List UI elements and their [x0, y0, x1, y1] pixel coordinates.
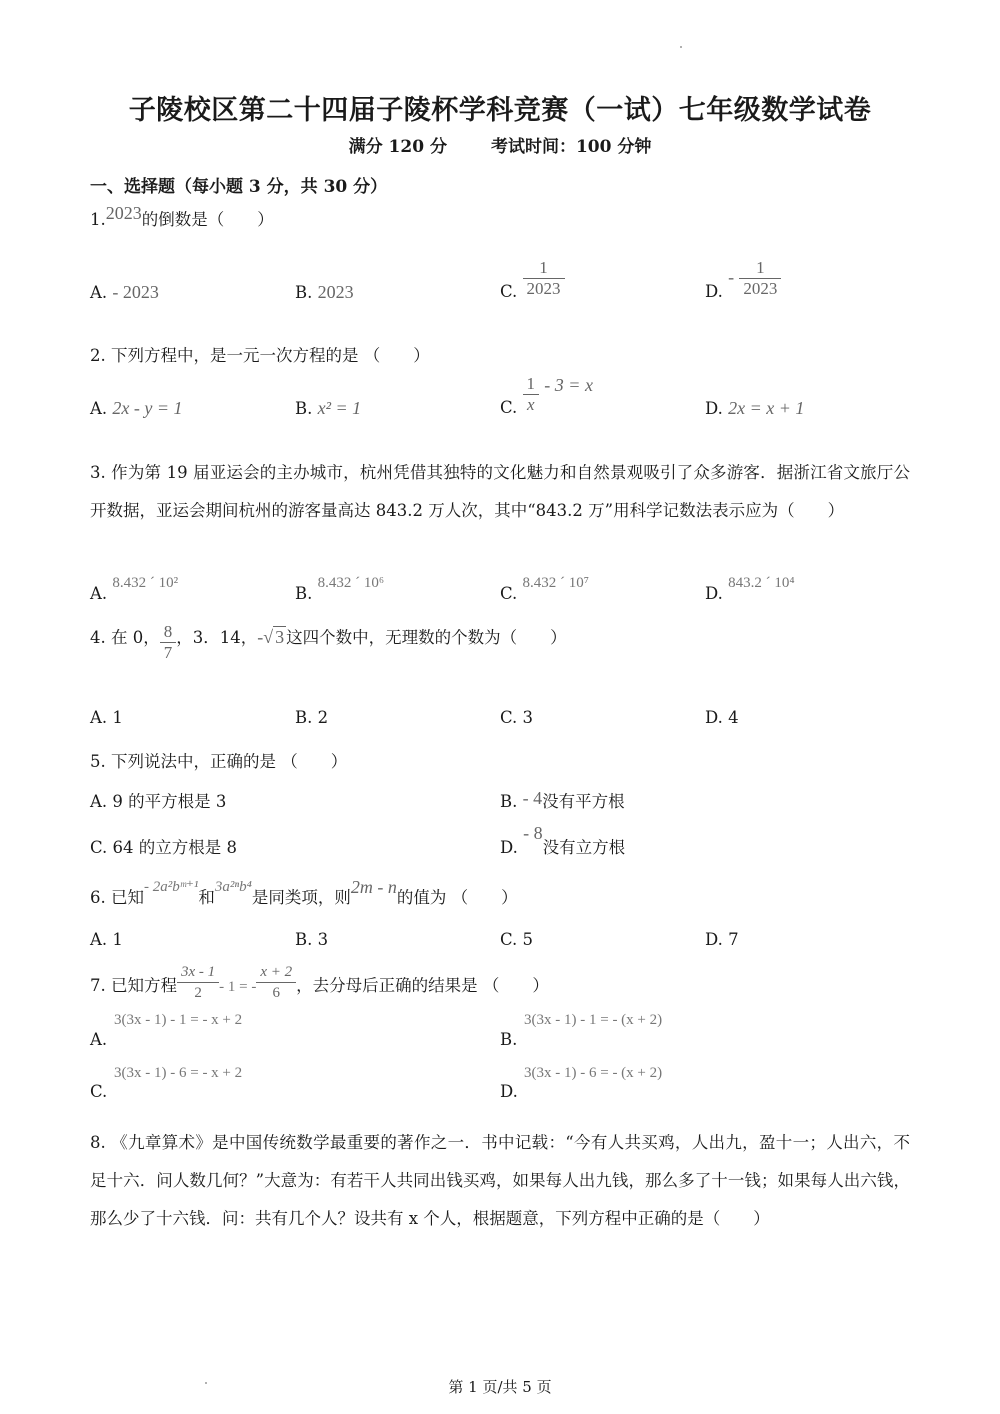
q7-option-b: B.: [500, 1030, 518, 1049]
q7-option-c: C.: [90, 1082, 108, 1101]
q1-expr: 2023: [105, 203, 142, 223]
option-label: D.: [500, 838, 518, 857]
denominator: 2023: [743, 279, 778, 298]
option-label: A.: [90, 584, 108, 603]
option-label: B.: [295, 584, 313, 603]
option-label: B.: [295, 283, 313, 302]
section-heading: 一、选择题（每小题 3 分，共 30 分）: [90, 177, 388, 197]
q1-text: 的倒数是（ ）: [141, 210, 274, 229]
denominator: 2023: [526, 279, 561, 298]
q2-option-b: [295, 398, 361, 419]
question-1: [90, 203, 274, 230]
q5-option-b: [500, 788, 625, 812]
option-label: A.: [90, 283, 108, 302]
minus-sign: -: [728, 267, 735, 287]
expression: - 3 = x: [544, 375, 593, 395]
q7-lead: 7. 已知方程: [90, 976, 177, 995]
fraction: [160, 622, 177, 663]
minus-sign: -: [257, 627, 264, 647]
q6-option-a: A. 1: [90, 930, 123, 949]
q3-option-a: [90, 572, 179, 603]
numerator: 3x - 1: [177, 962, 219, 983]
q7-option-b-expr: 3(3x - 1) - 1 = - (x + 2): [524, 1012, 663, 1028]
option-label: C.: [500, 398, 518, 417]
question-2: 2. 下列方程中，是一元一次方程的是 （ ）: [90, 346, 430, 365]
q7-option-d: D.: [500, 1082, 518, 1101]
fraction-2: [256, 962, 296, 1003]
q1-number: 1.: [90, 210, 106, 229]
q7-option-a-expr: 3(3x - 1) - 1 = - x + 2: [114, 1012, 243, 1028]
q4-option-c: C. 3: [500, 708, 534, 727]
q4-tail: 这四个数中，无理数的个数为（ ）: [286, 628, 567, 647]
question-8: 8. 《九章算术》是中国传统数学最重要的著作之一．书中记载：“今有人共买鸡，人出九，盈十一；人出六，不足十六．问人数几何？”大意为：有若干人共同出钱买鸡，如果每人出九钱，那么多了十一钱；如果每人出六钱，那么少了十六钱．问：共有几个人？设共有 x 个人，根据题意，下列方程中正确的是（ ）: [90, 1133, 910, 1228]
q3-option-c: [500, 572, 590, 603]
q5-option-a: A. 9 的平方根是 3: [90, 792, 227, 811]
option-label: C.: [500, 584, 518, 603]
q6-lead: 6. 已知: [90, 888, 144, 907]
denominator: 2: [194, 985, 202, 1001]
q6-mid: 是同类项，则: [251, 888, 351, 907]
q3-option-d: [705, 572, 795, 603]
exam-time: 考试时间：100 分钟: [490, 137, 652, 157]
option-label: D.: [705, 399, 723, 418]
q7-tail: ，去分母后正确的结果是 （ ）: [296, 976, 549, 995]
numerator: 1: [739, 258, 781, 279]
q4-option-d: D. 4: [705, 708, 739, 727]
numerator: x + 2: [256, 962, 296, 983]
q6-option-b: B. 3: [295, 930, 329, 949]
scan-speck: [680, 46, 682, 48]
q1-option-d: [705, 258, 781, 299]
question-4: [90, 622, 567, 663]
option-label: D.: [705, 584, 723, 603]
option-text: 没有立方根: [542, 838, 626, 857]
option-value: x² = 1: [317, 398, 362, 418]
option-expr: - 4: [522, 788, 543, 808]
q6-option-c: C. 5: [500, 930, 534, 949]
q1-option-a: [90, 282, 159, 303]
q2-option-c: [500, 374, 593, 415]
question-6: [90, 877, 518, 908]
question-7: [90, 962, 549, 1003]
full-score: 满分 120 分: [348, 137, 447, 157]
option-value: 2x = x + 1: [728, 398, 805, 418]
option-label: D.: [705, 282, 723, 301]
option-label: C.: [500, 282, 518, 301]
q1-option-b: [295, 282, 354, 303]
scan-speck: [205, 1382, 207, 1384]
option-value: - 2023: [112, 282, 159, 302]
q6-tail: 的值为 （ ）: [396, 888, 518, 907]
q5-option-c: C. 64 的立方根是 8: [90, 838, 238, 857]
q7-option-c-expr: 3(3x - 1) - 6 = - x + 2: [114, 1065, 243, 1081]
radicand: 3: [275, 627, 285, 647]
q4-mid: ，3．14，: [176, 628, 258, 647]
numerator: 1: [523, 258, 565, 279]
option-value: 843.2 ´ 10⁴: [728, 575, 795, 591]
question-5: 5. 下列说法中，正确的是 （ ）: [90, 752, 348, 771]
q4-lead: 4. 在 0，: [90, 628, 160, 647]
q7-option-d-expr: 3(3x - 1) - 6 = - (x + 2): [524, 1065, 663, 1081]
option-value: 8.432 ´ 10⁶: [317, 575, 385, 591]
option-label: A.: [90, 399, 108, 418]
q2-option-d: [705, 398, 804, 419]
q5-option-d: [500, 823, 626, 858]
q2-option-a: [90, 398, 183, 419]
question-3: 3. 作为第 19 届亚运会的主办城市，杭州凭借其独特的文化魅力和自然景观吸引了众多游客．据浙江省文旅厅公开数据，亚运会期间杭州的游客量高达 843.2 万人次，其中“843.2 万”用科学记数法表示应为（ ）: [90, 463, 910, 520]
sqrt-icon: √: [263, 627, 274, 647]
q7-mid: - 1 = -: [219, 979, 257, 995]
q4-option-a: A. 1: [90, 708, 123, 727]
option-value: 8.432 ´ 10²: [112, 575, 179, 591]
exam-subtitle: [0, 132, 1000, 157]
monomial-1: - 2a²bᵐ⁺¹: [144, 879, 199, 895]
fraction-1: [177, 962, 219, 1003]
denominator: 6: [272, 985, 280, 1001]
q3-option-b: [295, 572, 385, 603]
option-label: B.: [500, 792, 518, 811]
numerator: 1: [523, 374, 540, 395]
denominator: 7: [160, 642, 177, 663]
option-label: B.: [295, 399, 313, 418]
q7-option-a: A.: [90, 1030, 108, 1049]
q6-option-d: D. 7: [705, 930, 739, 949]
q1-option-c: [500, 258, 565, 299]
q4-option-b: B. 2: [295, 708, 329, 727]
option-text: 没有平方根: [542, 792, 625, 811]
monomial-2: 3a²ⁿb⁴: [214, 879, 252, 895]
option-expr: - 8: [523, 823, 543, 843]
numerator: 8: [163, 622, 173, 641]
denominator: x: [527, 395, 535, 414]
fraction: [523, 258, 565, 299]
page-footer: 第 1 页/共 5 页: [448, 1378, 552, 1396]
option-value: 8.432 ´ 10⁷: [522, 575, 590, 591]
fraction: [739, 258, 781, 299]
fraction: [523, 374, 540, 415]
expression: 2m - n: [350, 877, 397, 897]
option-value: 2023: [317, 282, 354, 302]
option-value: 2x - y = 1: [112, 398, 183, 418]
q6-and: 和: [198, 888, 215, 907]
exam-title: 子陵校区第二十四届子陵杯学科竞赛（一试）七年级数学试卷: [128, 95, 872, 126]
